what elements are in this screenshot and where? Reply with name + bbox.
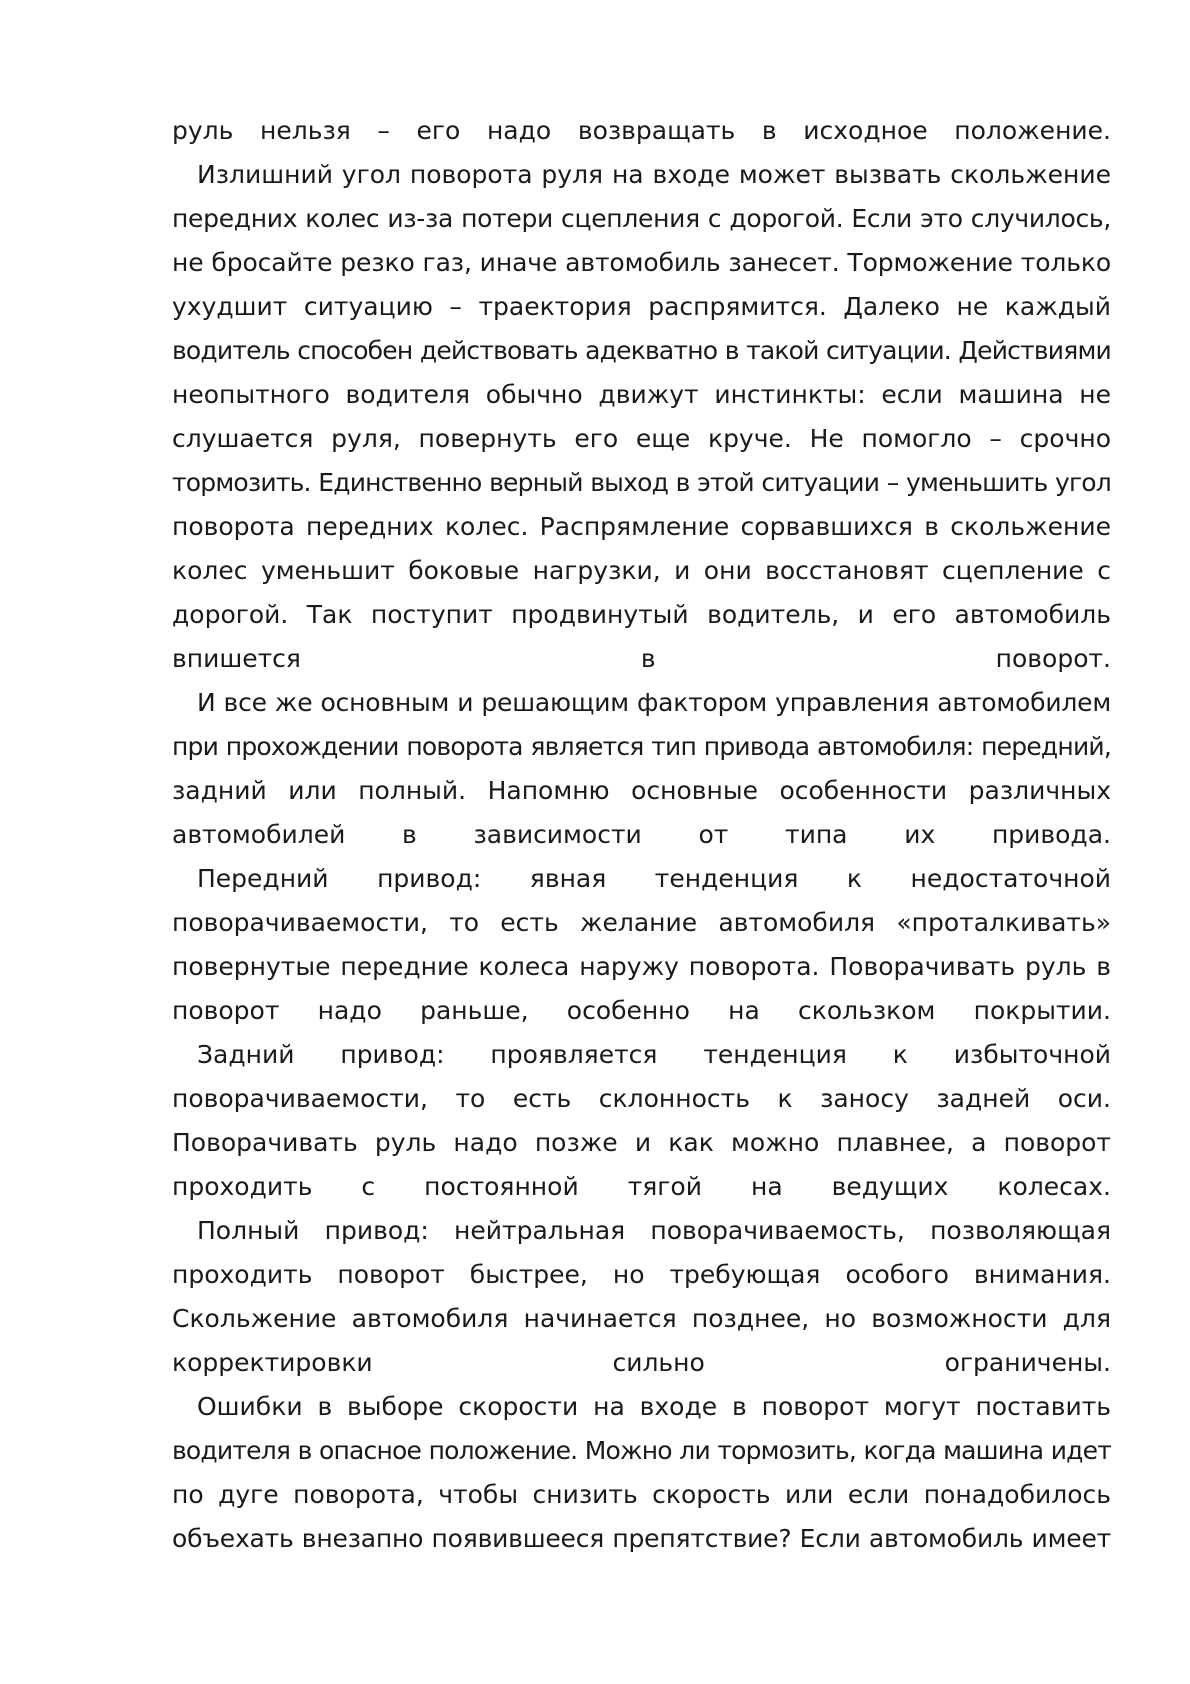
text-line: объехать внезапно появившееся препятствие? Если автомобиль имеет (172, 1524, 1111, 1553)
text-line: по дуге поворота, чтобы снизить скорость или если понадобилось (172, 1480, 1111, 1509)
text-line: Ошибки в выборе скорости на входе в поворот могут поставить (197, 1392, 1111, 1421)
text-line: повернутые передние колеса наружу поворота. Поворачивать руль в (172, 952, 1111, 981)
text-line: впишется в поворот. (172, 644, 1111, 673)
text-line: ухудшит ситуацию – траектория распрямится. Далеко не каждый (172, 292, 1111, 321)
text-line: проходить поворот быстрее, но требующая особого внимания. (172, 1260, 1111, 1289)
text-line: корректировки сильно ограничены. (172, 1348, 1111, 1377)
text-line: поворот надо раньше, особенно на скользком покрытии. (172, 996, 1111, 1025)
text-line: автомобилей в зависимости от типа их привода. (172, 820, 1111, 849)
text-line: не бросайте резко газ, иначе автомобиль занесет. Торможение только (172, 248, 1111, 277)
text-line: поворачиваемости, то есть склонность к заносу задней оси. (172, 1084, 1111, 1113)
text-line: неопытного водителя обычно движут инстинкты: если машина не (172, 380, 1111, 409)
text-line: дорогой. Так поступит продвинутый водитель, и его автомобиль (172, 600, 1111, 629)
body-text (172, 109, 1111, 1561)
text-line: руль нельзя – его надо возвращать в исходное положение. (172, 116, 1111, 145)
text-line: тормозить. Единственно верный выход в этой ситуации – уменьшить угол (172, 468, 1111, 497)
text-line: водителя в опасное положение. Можно ли тормозить, когда машина идет (172, 1436, 1111, 1465)
text-line: колес уменьшит боковые нагрузки, и они восстановят сцепление с (172, 556, 1111, 585)
text-line: при прохождении поворота является тип привода автомобиля: передний, (172, 732, 1111, 761)
text-line: водитель способен действовать адекватно в такой ситуации. Действиями (172, 336, 1111, 365)
text-line: Излишний угол поворота руля на входе может вызвать скольжение (197, 160, 1111, 189)
text-line: Скольжение автомобиля начинается позднее, но возможности для (172, 1304, 1111, 1333)
text-line: поворота передних колес. Распрямление сорвавшихся в скольжение (172, 512, 1111, 541)
text-line: задний или полный. Напомню основные особенности различных (172, 776, 1111, 805)
text-line: Задний привод: проявляется тенденция к избыточной (197, 1040, 1111, 1069)
text-line: Поворачивать руль надо позже и как можно плавнее, а поворот (172, 1128, 1111, 1157)
text-line: поворачиваемости, то есть желание автомобиля «проталкивать» (172, 908, 1111, 937)
text-line: Передний привод: явная тенденция к недостаточной (197, 864, 1111, 893)
text-line: И все же основным и решающим фактором управления автомобилем (197, 688, 1111, 717)
text-line: проходить с постоянной тягой на ведущих колесах. (172, 1172, 1111, 1201)
text-line: Полный привод: нейтральная поворачиваемость, позволяющая (197, 1216, 1111, 1245)
text-line: слушается руля, повернуть его еще круче. Не помогло – срочно (172, 424, 1111, 453)
text-line: передних колес из-за потери сцепления с дорогой. Если это случилось, (172, 204, 1111, 233)
